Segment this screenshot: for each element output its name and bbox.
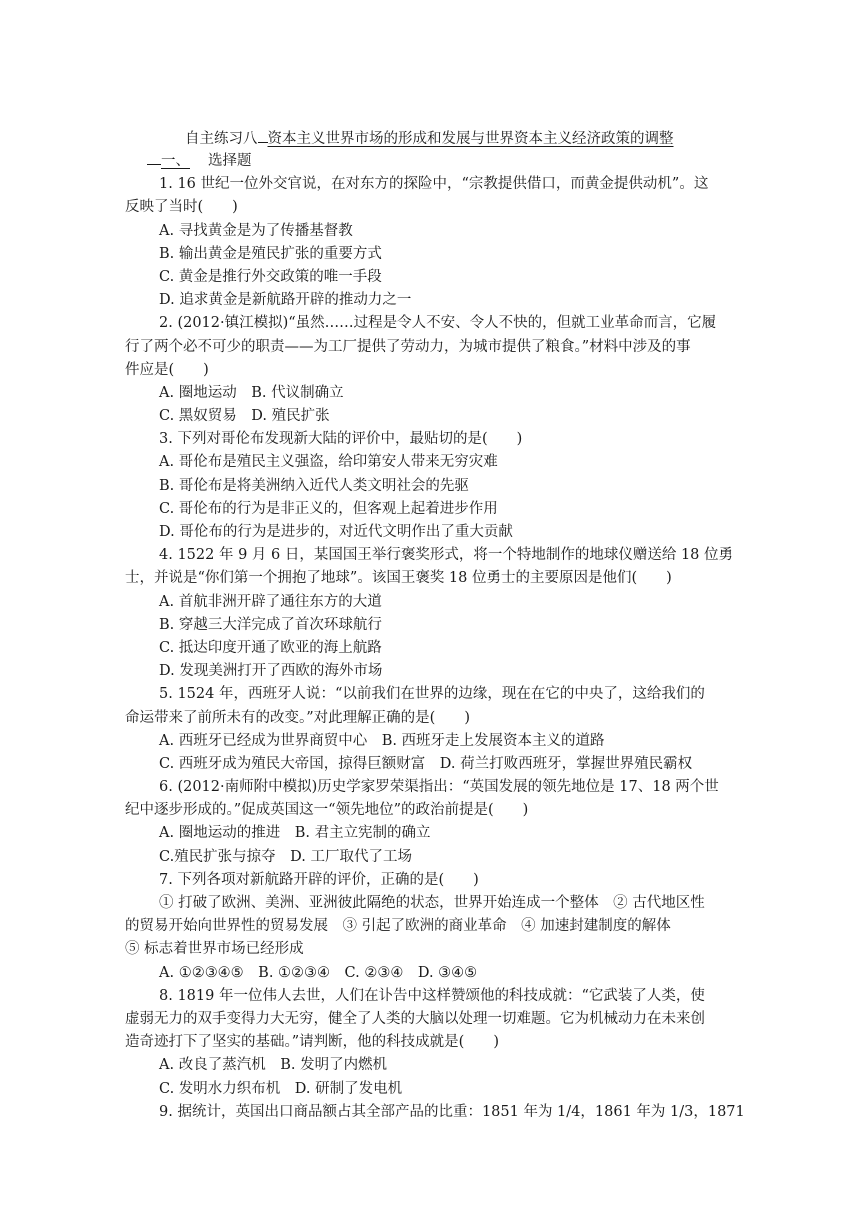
text-line: 3. 下列对哥伦布发现新大陆的评价中，最贴切的是( ) xyxy=(159,431,523,448)
title-underline-gap xyxy=(258,128,268,143)
text-line: A. 改良了蒸汽机 B. 发明了内燃机 xyxy=(159,1057,388,1074)
text-line: 的贸易开始向世界性的贸易发展 ③ 引起了欧洲的商业革命 ④ 加速封建制度的解体 xyxy=(125,918,671,935)
text-line: D. 发现美洲打开了西欧的海外市场 xyxy=(159,663,383,680)
text-line: A. 首航非洲开辟了通往东方的大道 xyxy=(159,593,382,610)
text-line: A. 寻找黄金是为了传播基督教 xyxy=(159,222,353,239)
text-line: 士，并说是“你们第一个拥抱了地球”。该国王褒奖 18 位勇士的主要原因是他们( ) xyxy=(125,570,672,587)
title-prefix: 自主练习八 xyxy=(185,131,258,147)
text-line: C. 西班牙成为殖民大帝国，掠得巨额财富 D. 荷兰打败西班牙，掌握世界殖民霸权 xyxy=(159,755,693,772)
text-line: C. 哥伦布的行为是非正义的，但客观上起着进步作用 xyxy=(159,500,498,517)
text-line: 造奇迹打下了坚实的基础。”请判断，他的科技成就是( ) xyxy=(125,1034,499,1051)
text-line: ⑤ 标志着世界市场已经形成 xyxy=(125,941,304,958)
text-line: A. 圈地运动的推进 B. 君主立宪制的确立 xyxy=(159,825,431,842)
text-line: 纪中逐步形成的。”促成英国这一“领先地位”的政治前提是( ) xyxy=(125,802,529,819)
text-line: C. 抵达印度开通了欧亚的海上航路 xyxy=(159,639,382,656)
section-heading xyxy=(125,150,737,173)
text-line: B. 哥伦布是将美洲纳入近代人类文明社会的先驱 xyxy=(159,477,469,494)
question-list xyxy=(125,173,745,1124)
text-line: 命运带来了前所未有的改变。”对此理解正确的是( ) xyxy=(125,709,470,726)
text-line: A. ①②③④⑤ B. ①②③④ C. ②③④ D. ③④⑤ xyxy=(159,964,478,981)
text-line: 行了两个必不可少的职责——为工厂提供了劳动力，为城市提供了粮食。”材料中涉及的事 xyxy=(125,338,691,355)
text-line: A. 圈地运动 B. 代议制确立 xyxy=(159,384,344,401)
text-line: ① 打破了欧洲、美洲、亚洲彼此隔绝的状态，世界开始连成一个整体 ② 古代地区性 xyxy=(159,895,705,911)
section-number: 一、 xyxy=(161,153,190,169)
text-line: A. 哥伦布是殖民主义强盗，给印第安人带来无穷灾难 xyxy=(159,454,498,471)
title-subject: 资本主义世界市场的形成和发展与世界资本主义经济政策的调整 xyxy=(267,131,674,147)
text-line: 虚弱无力的双手变得力大无穷，健全了人类的大脑以处理一切难题。它为机械动力在未来创 xyxy=(125,1010,705,1027)
text-line: C.殖民扩张与掠夺 D. 工厂取代了工场 xyxy=(159,848,413,865)
text-line: B. 穿越三大洋完成了首次环球航行 xyxy=(159,616,382,633)
document-page xyxy=(125,128,745,1124)
exercise-title xyxy=(125,128,737,150)
text-line: 件应是( ) xyxy=(125,361,209,378)
text-line: 2. (2012·镇江模拟)“虽然……过程是令人不安、令人不快的，但就工业革命而言，它履 xyxy=(159,315,717,332)
text-line: 反映了当时( ) xyxy=(125,199,238,216)
text-line: 7. 下列各项对新航路开辟的评价，正确的是( ) xyxy=(159,871,479,888)
text-line: 1. 16 世纪一位外交官说，在对东方的探险中，“宗教提供借口，而黄金提供动机”。这 xyxy=(159,176,709,193)
text-line: D. 哥伦布的行为是进步的，对近代文明作出了重大贡献 xyxy=(159,524,513,540)
section-underline-gap xyxy=(147,150,161,165)
text-line: D. 追求黄金是新航路开辟的推动力之一 xyxy=(159,292,412,309)
text-line: C. 发明水力织布机 D. 研制了发电机 xyxy=(159,1080,403,1097)
text-line: 4. 1522 年 9 月 6 日，某国国王举行褒奖形式，将一个特地制作的地球仪赠送给 18 位勇 xyxy=(159,547,734,564)
text-line: 9. 据统计，英国出口商品额占其全部产品的比重：1851 年为 1/4，1861 年为 1/3，1871 xyxy=(159,1103,745,1120)
text-line: C. 黄金是推行外交政策的唯一手段 xyxy=(159,268,382,285)
text-line: 5. 1524 年，西班牙人说：“以前我们在世界的边缘，现在在它的中央了，这给我们的 xyxy=(159,686,705,703)
text-line: A. 西班牙已经成为世界商贸中心 B. 西班牙走上发展资本主义的道路 xyxy=(159,732,605,749)
text-line: C. 黑奴贸易 D. 殖民扩张 xyxy=(159,408,330,425)
section-title: 选择题 xyxy=(208,153,252,169)
text-line: 8. 1819 年一位伟人去世，人们在讣告中这样赞颂他的科技成就：“它武装了人类，使 xyxy=(159,987,705,1004)
text-line: 6. (2012·南师附中模拟)历史学家罗荣渠指出：“英国发展的领先地位是 17、18 两个世 xyxy=(159,779,719,796)
text-line: B. 输出黄金是殖民扩张的重要方式 xyxy=(159,245,382,262)
